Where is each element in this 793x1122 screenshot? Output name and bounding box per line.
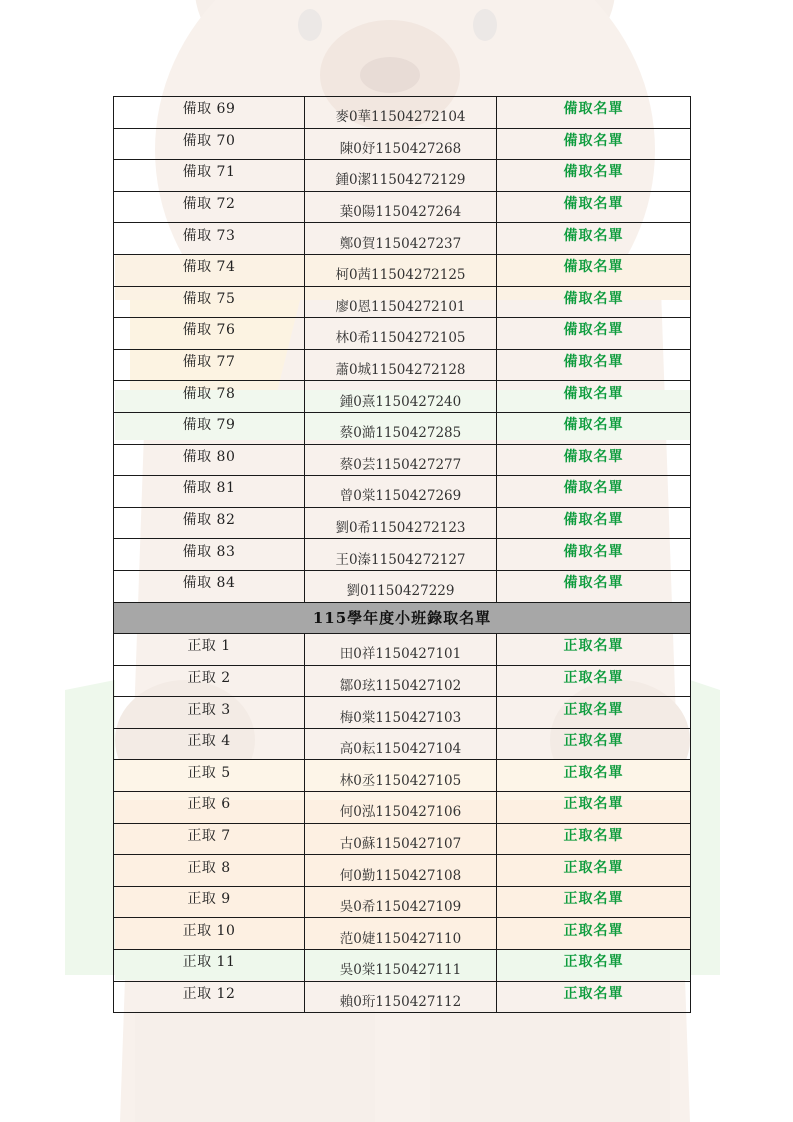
rank-cell: 備取 83 (182, 543, 236, 560)
name-cell: 賴0珩1150427112 (339, 993, 462, 1010)
status-cell: 正取名單 (563, 985, 624, 1002)
name-cell: 蕭0城11504272128 (335, 362, 466, 379)
name-cell: 梅0棠1150427103 (339, 709, 462, 726)
table-row (114, 792, 691, 824)
table-row (114, 97, 691, 129)
rank-cell: 備取 73 (182, 227, 236, 244)
status-cell: 備取名單 (563, 480, 624, 497)
name-cell: 劉01150427229 (346, 583, 455, 600)
rank-cell: 備取 72 (182, 196, 236, 213)
table-row (114, 318, 691, 350)
table-row (114, 381, 691, 413)
table-row (114, 886, 691, 918)
table-row (114, 918, 691, 950)
table-row (114, 665, 691, 697)
rank-cell: 備取 78 (182, 385, 236, 402)
rank-cell: 正取 3 (187, 701, 231, 718)
name-cell: 廖0恩11504272101 (335, 298, 466, 315)
table-row (114, 349, 691, 381)
table-row (114, 760, 691, 792)
name-cell: 田0祥1150427101 (339, 646, 462, 663)
name-cell: 林0丞1150427105 (339, 772, 462, 789)
name-cell: 劉0希11504272123 (335, 520, 466, 537)
table-row (114, 855, 691, 887)
status-cell: 正取名單 (563, 796, 624, 813)
rank-cell: 備取 84 (182, 575, 236, 592)
name-cell: 吳0希1150427109 (339, 899, 462, 916)
table-row (114, 507, 691, 539)
rank-cell: 備取 75 (182, 290, 236, 307)
rank-cell: 備取 70 (182, 132, 236, 149)
status-cell: 備取名單 (563, 259, 624, 276)
rank-cell: 備取 74 (182, 259, 236, 276)
name-cell: 鍾0潔11504272129 (335, 172, 466, 189)
rank-cell: 正取 6 (187, 796, 231, 813)
table-row (114, 476, 691, 508)
status-cell: 正取名單 (563, 859, 624, 876)
status-cell: 正取名單 (563, 922, 624, 939)
status-cell: 正取名單 (563, 827, 624, 844)
table-row (114, 286, 691, 318)
name-cell: 麥0華11504272104 (335, 109, 466, 126)
status-cell: 正取名單 (563, 669, 624, 686)
rank-cell: 正取 8 (187, 859, 231, 876)
name-cell: 高0耘1150427104 (339, 741, 462, 758)
rank-cell: 備取 82 (182, 512, 236, 529)
rank-cell: 正取 9 (187, 891, 231, 908)
rank-cell: 正取 12 (182, 985, 236, 1002)
status-cell: 備取名單 (563, 448, 624, 465)
name-cell: 吳0棠1150427111 (339, 962, 462, 979)
status-cell: 備取名單 (563, 575, 624, 592)
table-row (114, 697, 691, 729)
rank-cell: 正取 5 (187, 764, 231, 781)
status-cell: 備取名單 (563, 227, 624, 244)
status-cell: 備取名單 (563, 543, 624, 560)
table-row (114, 128, 691, 160)
status-cell: 備取名單 (563, 385, 624, 402)
name-cell: 王0溱11504272127 (335, 551, 466, 568)
name-cell: 鍾0熹1150427240 (339, 393, 462, 410)
status-cell: 正取名單 (563, 764, 624, 781)
section-title: 115學年度小班錄取名單 (114, 602, 691, 634)
table-row (114, 539, 691, 571)
name-cell: 陳0妤1150427268 (339, 140, 462, 157)
name-cell: 蔡0澔1150427285 (339, 425, 462, 442)
name-cell: 葉0陽1150427264 (339, 204, 462, 221)
table-row (114, 570, 691, 602)
table-row (114, 728, 691, 760)
status-cell: 備取名單 (563, 354, 624, 371)
rank-cell: 正取 1 (187, 638, 231, 655)
name-cell: 鄒0玹1150427102 (339, 677, 462, 694)
table-row (114, 160, 691, 192)
rank-cell: 備取 81 (182, 480, 236, 497)
status-cell: 備取名單 (563, 417, 624, 434)
name-cell: 蔡0芸1150427277 (339, 456, 462, 473)
status-cell: 備取名單 (563, 101, 624, 118)
status-cell: 備取名單 (563, 322, 624, 339)
rank-cell: 備取 77 (182, 354, 236, 371)
table-row (114, 981, 691, 1013)
table-row (114, 412, 691, 444)
rank-cell: 正取 11 (182, 954, 236, 971)
table-row (114, 223, 691, 255)
status-cell: 備取名單 (563, 132, 624, 149)
rank-cell: 正取 4 (187, 733, 231, 750)
name-cell: 林0希11504272105 (335, 330, 466, 347)
name-cell: 鄭0賀1150427237 (339, 235, 462, 252)
status-cell: 備取名單 (563, 290, 624, 307)
table-row (114, 254, 691, 286)
table-row (114, 191, 691, 223)
rank-cell: 備取 79 (182, 417, 236, 434)
name-cell: 古0蘇1150427107 (339, 835, 462, 852)
name-cell: 范0婕1150427110 (339, 930, 462, 947)
name-cell: 柯0茜11504272125 (335, 267, 466, 284)
rank-cell: 正取 2 (187, 669, 231, 686)
rank-cell: 正取 7 (187, 827, 231, 844)
table-row (114, 444, 691, 476)
table-row (114, 634, 691, 666)
section-header-row (114, 602, 691, 634)
status-cell: 備取名單 (563, 512, 624, 529)
rank-cell: 備取 69 (182, 101, 236, 118)
status-cell: 正取名單 (563, 701, 624, 718)
name-cell: 何0泓1150427106 (339, 804, 462, 821)
rank-cell: 備取 71 (182, 164, 236, 181)
status-cell: 正取名單 (563, 733, 624, 750)
admission-table (113, 96, 691, 1013)
name-cell: 曾0棠1150427269 (339, 488, 462, 505)
rank-cell: 備取 76 (182, 322, 236, 339)
status-cell: 備取名單 (563, 164, 624, 181)
name-cell: 何0勤1150427108 (339, 867, 462, 884)
status-cell: 正取名單 (563, 638, 624, 655)
status-cell: 備取名單 (563, 196, 624, 213)
status-cell: 正取名單 (563, 954, 624, 971)
rank-cell: 正取 10 (182, 922, 236, 939)
admission-list-sheet (113, 96, 689, 1013)
status-cell: 正取名單 (563, 891, 624, 908)
table-row (114, 823, 691, 855)
rank-cell: 備取 80 (182, 448, 236, 465)
table-row (114, 950, 691, 982)
